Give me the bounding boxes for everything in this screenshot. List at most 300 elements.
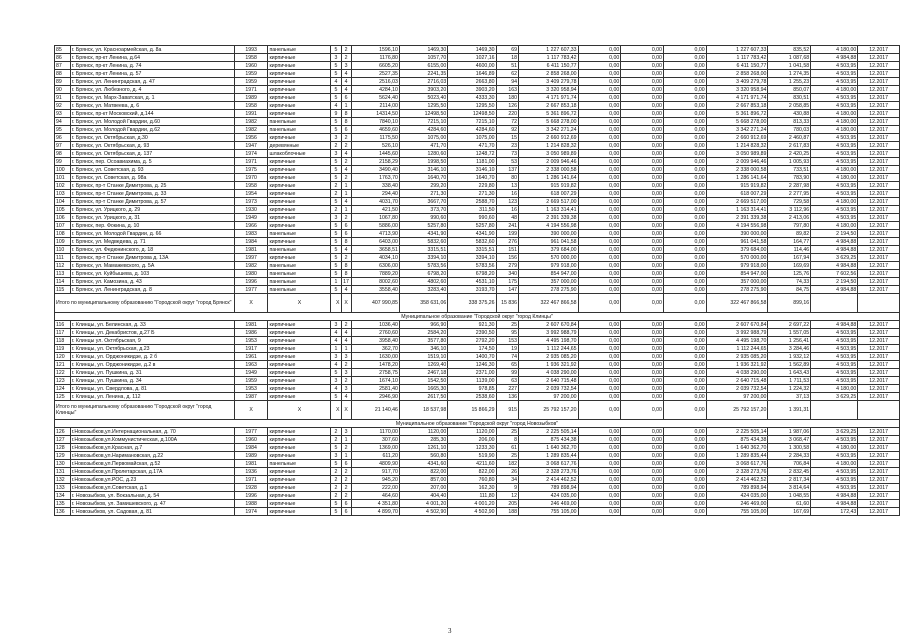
total-area-cell: 1478,20	[351, 361, 399, 369]
row-number-cell: 136	[55, 508, 71, 516]
unit-cost-cell: 164,77	[768, 238, 811, 246]
wall-material-cell: кирпичные	[268, 254, 331, 262]
wall-material-cell: кирпичные	[268, 500, 331, 508]
unit-cost-cell: 84,75	[768, 286, 811, 294]
regional-budget-cell: 0,00	[621, 492, 664, 500]
row-number-cell: 122	[55, 369, 71, 377]
address-cell: г. Брянск, ул. Федюнинского, д. 18	[70, 246, 234, 254]
year-cell: 1963	[234, 361, 268, 369]
table-row	[55, 110, 900, 118]
residents-cell: 175	[496, 278, 518, 286]
deadline-cell: 12.2017	[858, 134, 900, 142]
year-cell: 1949	[234, 214, 268, 222]
entrances-cell: 2	[341, 361, 351, 369]
regional-budget-cell: 0,00	[621, 118, 664, 126]
table-row	[55, 78, 900, 86]
deadline-cell: 12.2017	[858, 70, 900, 78]
residents-cell: 61	[496, 444, 518, 452]
max-cost-cell: 4 503,95	[811, 94, 858, 102]
wall-material-cell: кирпичные	[268, 361, 331, 369]
row-number-cell: 110	[55, 246, 71, 254]
unit-cost-cell: 2 277,95	[768, 190, 811, 198]
residential-area-cell: 2390,50	[448, 329, 496, 337]
total-area-cell: 6605,20	[351, 62, 399, 70]
unit-cost-cell: 899,16	[768, 294, 811, 313]
table-row	[55, 353, 900, 361]
floors-cell: 5	[331, 166, 341, 174]
year-cell: 1988	[234, 500, 268, 508]
fund-cell: 0,00	[578, 294, 621, 313]
area-cell: 4284,60	[399, 126, 447, 134]
table-row	[55, 377, 900, 385]
unit-cost-cell: 430,88	[768, 110, 811, 118]
address-cell: г. Новозыбков, ул. Вокзальная, д. 54	[70, 492, 234, 500]
residential-area-cell: 1400,70	[448, 353, 496, 361]
floors-cell: 5	[331, 230, 341, 238]
deadline-cell: 12.2017	[858, 321, 900, 329]
residential-area-cell: 519,90	[448, 452, 496, 460]
total-area-cell: 1175,50	[351, 134, 399, 142]
fund-cell: 0,00	[578, 369, 621, 377]
residential-area-cell: 7215,10	[448, 118, 496, 126]
area-cell: 1640,70	[399, 174, 447, 182]
max-cost-cell: 3 629,25	[811, 393, 858, 401]
address-cell: г. Брянск, пер. Фокина, д. 10	[70, 222, 234, 230]
regional-budget-cell: 0,00	[621, 476, 664, 484]
entrances-cell: 1	[341, 190, 351, 198]
residents-cell: 51	[496, 62, 518, 70]
total-cost-cell: 789 898,94	[519, 484, 579, 492]
local-budget-cell: 0,00	[663, 94, 706, 102]
regional-budget-cell: 0,00	[621, 444, 664, 452]
row-number-cell: 108	[55, 230, 71, 238]
table-row	[55, 337, 900, 345]
unit-cost-cell: 167,69	[768, 508, 811, 516]
area-cell: 3146,10	[399, 166, 447, 174]
local-budget-cell: 0,00	[663, 468, 706, 476]
table-row	[55, 102, 900, 110]
owners-funds-cell: 2 607 670,84	[706, 321, 768, 329]
residential-area-cell: 2792,20	[448, 337, 496, 345]
area-cell: 471,70	[399, 142, 447, 150]
total-area-cell: 1630,00	[351, 353, 399, 361]
address-cell: г.Новозыбков,ул.Красная, д.7	[70, 444, 234, 452]
table-row	[55, 508, 900, 516]
regional-budget-cell: 0,00	[621, 158, 664, 166]
local-budget-cell: 0,00	[663, 361, 706, 369]
regional-budget-cell: 0,00	[621, 294, 664, 313]
unit-cost-cell: 1 224,32	[768, 385, 811, 393]
unit-cost-cell: 1 932,12	[768, 353, 811, 361]
row-number-cell: 111	[55, 254, 71, 262]
unit-cost-cell: 2 284,33	[768, 452, 811, 460]
unit-cost-cell: 1 255,23	[768, 78, 811, 86]
fund-cell: 0,00	[578, 174, 621, 182]
area-cell: 12498,50	[399, 110, 447, 118]
deadline-cell: 12.2017	[858, 329, 900, 337]
fund-cell: 0,00	[578, 70, 621, 78]
area-cell: 285,30	[399, 436, 447, 444]
entrances-cell: 2	[341, 46, 351, 54]
fund-cell: 0,00	[578, 214, 621, 222]
regional-budget-cell: 0,00	[621, 150, 664, 158]
local-budget-cell: 0,00	[663, 62, 706, 70]
deadline-cell: 12.2017	[858, 353, 900, 361]
deadline-cell: 12.2017	[858, 492, 900, 500]
area-cell: 1469,30	[399, 46, 447, 54]
regional-budget-cell: 0,00	[621, 393, 664, 401]
regional-budget-cell: 0,00	[621, 222, 664, 230]
address-cell: г. Клинцы, ул. Орджоникидзе, д.2 в	[70, 361, 234, 369]
fund-cell: 0,00	[578, 238, 621, 246]
residential-area-cell: 12498,50	[448, 110, 496, 118]
wall-material-cell: панельные	[268, 278, 331, 286]
local-budget-cell: 0,00	[663, 369, 706, 377]
address-cell: г.Новозыбков,ул.Интернациональная, д. 70	[70, 428, 234, 436]
unit-cost-cell: 780,03	[768, 126, 811, 134]
address-cell: г. Клинцы, ул. Белинская, д. 33	[70, 321, 234, 329]
row-number-cell: 128	[55, 444, 71, 452]
max-cost-cell: 4 984,88	[811, 238, 858, 246]
total-cost-cell: 2 660 912,69	[519, 134, 579, 142]
total-area-cell: 4034,10	[351, 254, 399, 262]
fund-cell: 0,00	[578, 78, 621, 86]
regional-budget-cell: 0,00	[621, 500, 664, 508]
fund-cell: 0,00	[578, 62, 621, 70]
unit-cost-cell: 830,51	[768, 94, 811, 102]
owners-funds-cell: 1 214 828,32	[706, 142, 768, 150]
owners-funds-cell: 789 898,94	[706, 484, 768, 492]
entrances-cell: 3	[341, 62, 351, 70]
regional-budget-cell: 0,00	[621, 46, 664, 54]
table-row	[55, 166, 900, 174]
address-cell: г. Брянск, пр-кт Ленина, д.64	[70, 54, 234, 62]
deadline-cell: 12.2017	[858, 86, 900, 94]
total-area-cell: 4284,10	[351, 86, 399, 94]
owners-funds-cell: 854 947,00	[706, 270, 768, 278]
year-cell: 1954	[234, 190, 268, 198]
max-cost-cell: 4 503,95	[811, 102, 858, 110]
local-budget-cell: 0,00	[663, 166, 706, 174]
residential-area-cell: 1027,16	[448, 54, 496, 62]
fund-cell: 0,00	[578, 158, 621, 166]
total-cost-cell: 1 163 314,41	[519, 206, 579, 214]
fund-cell: 0,00	[578, 102, 621, 110]
max-cost-cell: 4 503,95	[811, 329, 858, 337]
year-cell: 1982	[234, 118, 268, 126]
owners-funds-cell: 3 320 958,94	[706, 86, 768, 94]
local-budget-cell: 0,00	[663, 214, 706, 222]
regional-budget-cell: 0,00	[621, 377, 664, 385]
max-cost-cell: 4 180,00	[811, 46, 858, 54]
residents-cell: 19	[496, 345, 518, 353]
floors-cell: 5	[331, 286, 341, 294]
deadline-cell: 12.2017	[858, 500, 900, 508]
entrances-cell: 6	[341, 460, 351, 468]
max-cost-cell: 4 503,95	[811, 78, 858, 86]
year-cell: 1975	[234, 166, 268, 174]
residents-cell: 63	[496, 377, 518, 385]
entrances-cell: 6	[341, 500, 351, 508]
row-number-cell: 107	[55, 222, 71, 230]
wall-material-cell: кирпичные	[268, 353, 331, 361]
row-number-cell: 114	[55, 278, 71, 286]
unit-cost-cell: 1 005,93	[768, 158, 811, 166]
year-cell: 1928	[234, 484, 268, 492]
address-cell: г. Клинцы, ул. Пушкина, д. 31	[70, 369, 234, 377]
owners-funds-cell: 2 009 946,46	[706, 158, 768, 166]
max-cost-cell: 3 629,25	[811, 254, 858, 262]
local-budget-cell: 0,00	[663, 321, 706, 329]
residential-area-cell: 206,00	[448, 436, 496, 444]
table-row	[55, 54, 900, 62]
deadline-cell: 12.2017	[858, 182, 900, 190]
residential-area-cell: 3394,10	[448, 254, 496, 262]
floors-cell: 5	[331, 222, 341, 230]
table-row	[55, 182, 900, 190]
residents-cell: 220	[496, 110, 518, 118]
table-row	[55, 484, 900, 492]
unit-cost-cell: 1 087,68	[768, 54, 811, 62]
unit-cost-cell: 1 711,53	[768, 377, 811, 385]
total-cost-cell: 322 467 866,58	[519, 294, 579, 313]
table-row	[55, 118, 900, 126]
row-number-cell: 91	[55, 94, 71, 102]
residents-cell: 199	[496, 230, 518, 238]
floors-cell: 5	[331, 246, 341, 254]
area-cell: 5023,40	[399, 94, 447, 102]
fund-cell: 0,00	[578, 262, 621, 270]
row-number-cell: 126	[55, 428, 71, 436]
floors-cell: 4	[331, 78, 341, 86]
total-cost-cell: 1 936 321,92	[519, 361, 579, 369]
residents-cell: 153	[496, 337, 518, 345]
fund-cell: 0,00	[578, 393, 621, 401]
residents-cell: 9	[496, 484, 518, 492]
owners-funds-cell: 2 328 273,76	[706, 468, 768, 476]
row-number-cell: 116	[55, 321, 71, 329]
address-cell: г. Брянск, ул. Октябрьская, д. 93	[70, 142, 234, 150]
entrances-cell: 1	[341, 182, 351, 190]
max-cost-cell: 4 180,00	[811, 118, 858, 126]
residential-area-cell: 978,85	[448, 385, 496, 393]
deadline-cell: 12.2017	[858, 118, 900, 126]
deadline-cell: 12.2017	[858, 476, 900, 484]
total-cost-cell: 1 286 141,64	[519, 174, 579, 182]
x-cell: X	[331, 401, 341, 420]
fund-cell: 0,00	[578, 222, 621, 230]
entrances-cell: 2	[341, 254, 351, 262]
local-budget-cell: 0,00	[663, 102, 706, 110]
deadline-cell: 12.2017	[858, 428, 900, 436]
wall-material-cell: кирпичные	[268, 134, 331, 142]
section-title-cell: Муниципальное образование "Городской округ "город Новозыбков"	[55, 420, 900, 428]
table-row	[55, 86, 900, 94]
address-cell: г. Брянск, ул. Матвеева, д. 6	[70, 102, 234, 110]
year-cell: 1996	[234, 278, 268, 286]
owners-funds-cell: 3 992 988,79	[706, 329, 768, 337]
deadline-cell: 12.2017	[858, 94, 900, 102]
floors-cell: 5	[331, 238, 341, 246]
residential-area-cell: 2371,00	[448, 369, 496, 377]
year-cell: 1958	[234, 102, 268, 110]
local-budget-cell: 0,00	[663, 436, 706, 444]
max-cost-cell: 4 503,95	[811, 452, 858, 460]
row-number-cell: 123	[55, 377, 71, 385]
entrances-cell: 4	[341, 337, 351, 345]
local-budget-cell: 0,00	[663, 444, 706, 452]
area-cell: 3315,51	[399, 246, 447, 254]
residential-area-cell: 1139,00	[448, 377, 496, 385]
total-cost-cell: 5 668 278,00	[519, 118, 579, 126]
owners-funds-cell: 379 684,00	[706, 246, 768, 254]
fund-cell: 0,00	[578, 150, 621, 158]
floors-cell: 2	[331, 476, 341, 484]
owners-funds-cell: 1 640 362,70	[706, 444, 768, 452]
residential-area-cell: 162,30	[448, 484, 496, 492]
floors-cell: 5	[331, 62, 341, 70]
owners-funds-cell: 2 039 732,54	[706, 385, 768, 393]
residential-area-cell: 990,60	[448, 214, 496, 222]
total-cost-cell: 3 320 958,94	[519, 86, 579, 94]
area-cell: 3577,80	[399, 337, 447, 345]
owners-funds-cell: 755 105,00	[706, 508, 768, 516]
floors-cell: 5	[331, 254, 341, 262]
owners-funds-cell: 25 792 157,20	[706, 401, 768, 420]
residents-cell: 74	[496, 353, 518, 361]
residents-cell: 23	[496, 142, 518, 150]
regional-budget-cell: 0,00	[621, 385, 664, 393]
fund-cell: 0,00	[578, 500, 621, 508]
address-cell: г.Новозыбков,ул.Первомайская, д.52	[70, 460, 234, 468]
floors-cell: 5	[331, 118, 341, 126]
unit-cost-cell: 1 391,31	[768, 401, 811, 420]
deadline-cell: 12.2017	[858, 214, 900, 222]
year-cell: 1981	[234, 321, 268, 329]
total-area-cell: 526,10	[351, 142, 399, 150]
fund-cell: 0,00	[578, 337, 621, 345]
local-budget-cell: 0,00	[663, 393, 706, 401]
deadline-cell: 12.2017	[858, 436, 900, 444]
address-cell: г. Брянск, ул. Молодой Гвардии, д.60	[70, 118, 234, 126]
address-cell: г. Брянск, пр-т Станке Димитрова, д. 25	[70, 182, 234, 190]
local-budget-cell: 0,00	[663, 118, 706, 126]
wall-material-cell: шлакоблочные	[268, 150, 331, 158]
total-area-cell: 611,20	[351, 452, 399, 460]
local-budget-cell: 0,00	[663, 353, 706, 361]
residents-cell: 99	[496, 369, 518, 377]
total-cost-cell: 4 038 290,00	[519, 369, 579, 377]
deadline-cell: 12.2017	[858, 508, 900, 516]
total-area-cell: 3558,40	[351, 286, 399, 294]
owners-funds-cell: 618 007,29	[706, 190, 768, 198]
residential-area-cell: 1246,30	[448, 361, 496, 369]
area-cell: 4 502,90	[399, 508, 447, 516]
local-budget-cell: 0,00	[663, 329, 706, 337]
owners-funds-cell: 1 289 835,44	[706, 452, 768, 460]
entrances-cell: 1	[341, 206, 351, 214]
wall-material-cell: кирпичные	[268, 166, 331, 174]
table-row	[55, 222, 900, 230]
entrances-cell: 2	[341, 476, 351, 484]
local-budget-cell: 0,00	[663, 46, 706, 54]
floors-cell: 2	[331, 190, 341, 198]
fund-cell: 0,00	[578, 246, 621, 254]
address-cell: г. Брянск, ул. Медведева, д. 71	[70, 238, 234, 246]
area-cell: 18 537,98	[399, 401, 447, 420]
total-cost-cell: 2 009 946,46	[519, 158, 579, 166]
total-cost-cell: 1 117 783,42	[519, 54, 579, 62]
area-cell: 271,30	[399, 190, 447, 198]
local-budget-cell: 0,00	[663, 492, 706, 500]
unit-cost-cell: 1 048,55	[768, 492, 811, 500]
owners-funds-cell: 2 391 339,38	[706, 214, 768, 222]
fund-cell: 0,00	[578, 436, 621, 444]
table-row	[55, 174, 900, 182]
max-cost-cell: 4 503,95	[811, 206, 858, 214]
address-cell: г. Новозыбков, ул. Садовая, д. 81	[70, 508, 234, 516]
residential-area-cell: 2663,80	[448, 78, 496, 86]
address-cell: г. Брянск, ул. Любезного, д. 4	[70, 86, 234, 94]
fund-cell: 0,00	[578, 118, 621, 126]
max-cost-cell: 4 503,95	[811, 436, 858, 444]
area-cell: 299,20	[399, 182, 447, 190]
address-cell: г. Брянск, ул. Молодой Гвардии, д.62	[70, 126, 234, 134]
residential-area-cell: 15 866,29	[448, 401, 496, 420]
local-budget-cell: 0,00	[663, 222, 706, 230]
total-area-cell: 1176,80	[351, 54, 399, 62]
unit-cost-cell: 1 557,05	[768, 329, 811, 337]
deadline-cell: 12.2017	[858, 460, 900, 468]
floors-cell: 5	[331, 46, 341, 54]
table-row	[55, 460, 900, 468]
total-area-cell: 7840,10	[351, 118, 399, 126]
regional-budget-cell: 0,00	[621, 329, 664, 337]
total-cost-cell: 2 225 505,14	[519, 428, 579, 436]
regional-budget-cell: 0,00	[621, 246, 664, 254]
regional-budget-cell: 0,00	[621, 94, 664, 102]
residential-area-cell: 111,80	[448, 492, 496, 500]
unit-cost-cell: 2 420,25	[768, 150, 811, 158]
owners-funds-cell: 5 361 896,72	[706, 110, 768, 118]
total-area-cell: 4031,70	[351, 198, 399, 206]
row-number-cell: 88	[55, 70, 71, 78]
owners-funds-cell: 322 467 866,58	[706, 294, 768, 313]
owners-funds-cell: 246 469,00	[706, 500, 768, 508]
address-cell: г. Клинцы, ул. Декабристов, д.27 Б	[70, 329, 234, 337]
row-number-cell: 89	[55, 78, 71, 86]
row-number-cell: 105	[55, 206, 71, 214]
local-budget-cell: 0,00	[663, 278, 706, 286]
residents-cell: 15	[496, 134, 518, 142]
table-row	[55, 62, 900, 70]
floors-cell: 5	[331, 460, 341, 468]
entrances-cell: 3	[341, 369, 351, 377]
floors-cell: 2	[331, 142, 341, 150]
total-cost-cell: 4 194 556,98	[519, 222, 579, 230]
residential-area-cell: 2588,70	[448, 198, 496, 206]
max-cost-cell: 4 503,95	[811, 337, 858, 345]
fund-cell: 0,00	[578, 182, 621, 190]
residential-area-cell: 271,30	[448, 190, 496, 198]
fund-cell: 0,00	[578, 345, 621, 353]
floors-cell: 2	[331, 436, 341, 444]
residential-area-cell: 1120,00	[448, 428, 496, 436]
total-cost-cell: 854 947,00	[519, 270, 579, 278]
wall-material-cell: кирпичные	[268, 508, 331, 516]
deadline-cell: 12.2017	[858, 286, 900, 294]
entrances-cell: 2	[341, 468, 351, 476]
